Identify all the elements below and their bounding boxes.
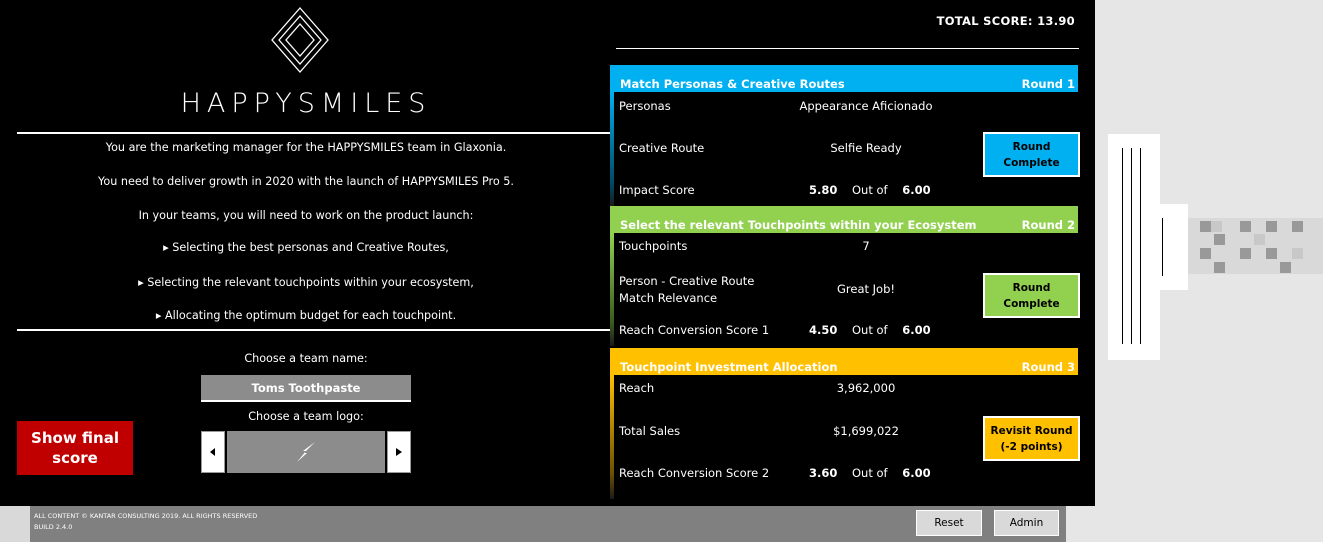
out-of-label: Out of [852, 466, 888, 480]
reach-label: Reach [619, 381, 655, 395]
round-accent-bar [610, 375, 614, 499]
chevron-right-icon [396, 448, 402, 456]
brand-logo-icon [270, 6, 330, 78]
logo-prev-button[interactable] [201, 431, 225, 473]
round-2-header [610, 206, 1078, 233]
total-score-value: 13.90 [1037, 14, 1075, 28]
team-name-input[interactable]: Toms Toothpaste [201, 375, 411, 402]
build-version: BUILD 2.4.0 [34, 523, 73, 531]
round-2-section [610, 206, 1078, 346]
round-2-title: Select the relevant Touchpoints within your Ecosystem [620, 218, 977, 232]
team-logo-picker [201, 431, 411, 473]
intro-line-3: In your teams, you will need to work on the product launch: [138, 209, 474, 222]
impact-score-value: 5.80 [809, 183, 838, 197]
reach-conversion-score-1 [809, 323, 931, 337]
intro-line-1: You are the marketing manager for the HAPPYSMILES team in Glaxonia. [105, 141, 507, 154]
total-sales-label: Total Sales [619, 424, 681, 438]
round-3-revisit-button[interactable]: Revisit Round (-2 points) [983, 416, 1080, 461]
match-relevance-label: Person - Creative Route Match Relevance [619, 274, 755, 305]
reach-conversion-score-2-max: 6.00 [902, 466, 931, 480]
round-accent-bar [610, 233, 614, 346]
side-widget [1108, 134, 1160, 360]
team-logo-preview [227, 431, 385, 473]
round-1-header [610, 65, 1078, 92]
personas-label: Personas [619, 99, 671, 113]
total-sales-value: $1,699,022 [833, 424, 899, 438]
intro-bullet-3: ▸ Allocating the optimum budget for each touchpoint. [155, 309, 457, 322]
reach-conversion-score-2-label: Reach Conversion Score 2 [619, 466, 770, 480]
impact-score [809, 183, 931, 197]
divider [17, 132, 610, 134]
footer-edge [0, 506, 30, 542]
round-3-number: Round 3 [1021, 360, 1075, 374]
intro-line-2: You need to deliver growth in 2020 with the launch of HAPPYSMILES Pro 5. [98, 175, 514, 188]
total-score-label: TOTAL SCORE: [936, 14, 1033, 28]
reach-conversion-score-1-label: Reach Conversion Score 1 [619, 323, 770, 337]
touchpoints-value: 7 [862, 239, 870, 253]
reach-conversion-score-1-max: 6.00 [902, 323, 931, 337]
round-1-title: Match Personas & Creative Routes [620, 77, 845, 91]
lightning-icon [295, 441, 317, 463]
round-1-complete-button[interactable]: Round Complete [983, 132, 1080, 177]
footer-legal [34, 506, 257, 533]
intro-bullet-1: ▸ Selecting the best personas and Creative Routes, [163, 241, 449, 254]
round-3-title: Touchpoint Investment Allocation [620, 360, 838, 374]
intro-bullet-2: ▸ Selecting the relevant touchpoints within your ecosystem, [138, 276, 474, 289]
round-3-header [610, 348, 1078, 375]
divider [17, 329, 610, 331]
match-relevance-value: Great Job! [836, 282, 895, 296]
reach-conversion-score-2-value: 3.60 [809, 466, 838, 480]
team-logo-label: Choose a team logo: [248, 410, 364, 423]
personas-value: Appearance Aficionado [799, 99, 933, 113]
round-3-section [610, 348, 1078, 499]
impact-score-max: 6.00 [902, 183, 931, 197]
total-score [937, 14, 1075, 28]
copyright-text: ALL CONTENT © KANTAR CONSULTING 2019. ALL RIGHTS RESERVED [34, 512, 258, 520]
creative-route-label: Creative Route [619, 141, 705, 155]
chevron-left-icon [210, 448, 216, 456]
reach-conversion-score-1-value: 4.50 [809, 323, 838, 337]
creative-route-value: Selfie Ready [830, 141, 902, 155]
impact-score-label: Impact Score [619, 183, 695, 197]
show-final-score-button[interactable]: Show final score [17, 421, 133, 475]
round-1-section [610, 65, 1078, 206]
touchpoints-label: Touchpoints [619, 239, 688, 253]
round-accent-bar [610, 92, 614, 206]
side-panel-corner [1066, 506, 1095, 542]
side-widget-tab [1160, 204, 1188, 290]
logo-next-button[interactable] [387, 431, 411, 473]
out-of-label: Out of [852, 183, 888, 197]
out-of-label: Out of [852, 323, 888, 337]
brand-name: HAPPYSMILES [180, 88, 432, 119]
round-2-number: Round 2 [1021, 218, 1075, 232]
round-2-complete-button[interactable]: Round Complete [983, 273, 1080, 318]
reach-conversion-score-2 [809, 466, 931, 480]
admin-button[interactable]: Admin [994, 510, 1059, 536]
round-1-number: Round 1 [1021, 77, 1075, 91]
team-name-label: Choose a team name: [244, 352, 368, 365]
reach-value: 3,962,000 [836, 381, 896, 395]
divider [616, 48, 1079, 49]
checker-pattern [1188, 218, 1323, 274]
reset-button[interactable]: Reset [916, 510, 982, 536]
